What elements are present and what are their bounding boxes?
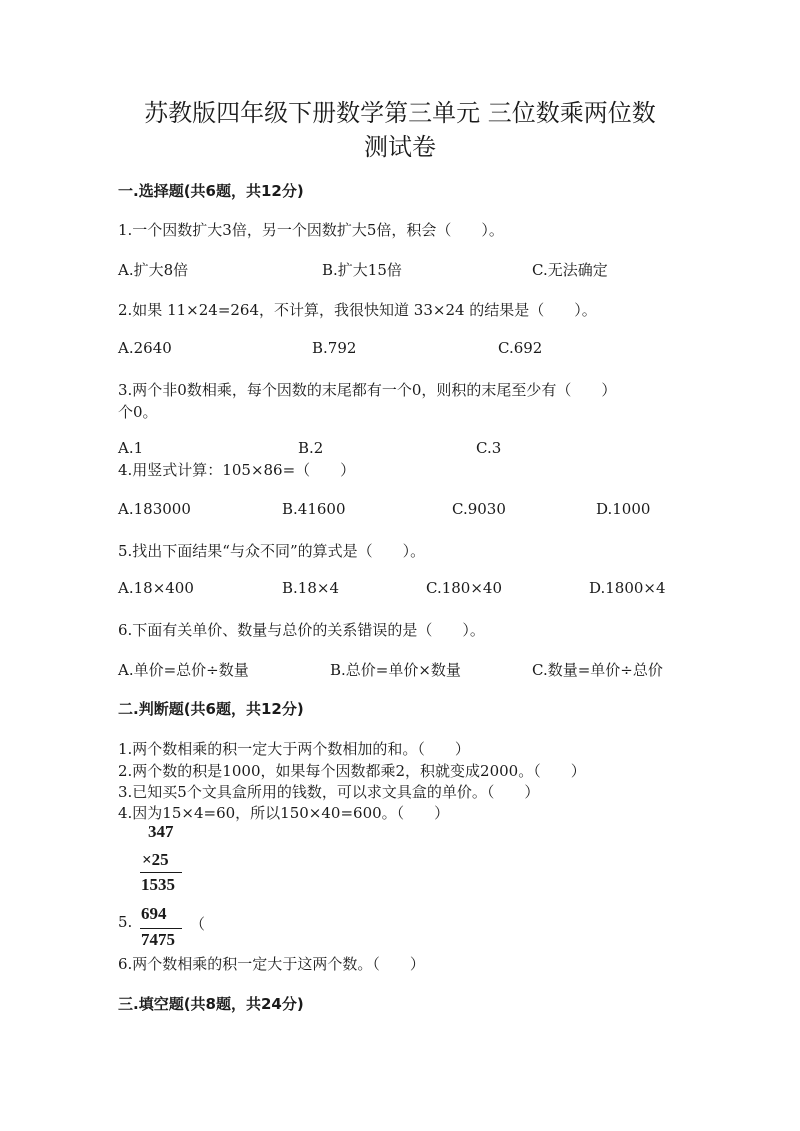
q5-option-c: C.180×40 — [426, 579, 502, 597]
calc-partial-1: 1535 — [141, 875, 175, 894]
q2-option-a: A.2640 — [118, 339, 172, 357]
calc-result: 7475 — [141, 930, 175, 949]
q5-option-b: B.18×4 — [282, 579, 339, 597]
section-heading-fill: 三.填空题(共8题，共24分) — [118, 995, 304, 1013]
section-heading-judge: 二.判断题(共6题，共12分) — [118, 700, 304, 718]
judge-item-1: 1.两个数相乘的积一定大于两个数相加的和。（ ） — [118, 740, 470, 758]
q1-option-c: C.无法确定 — [532, 261, 608, 279]
judge-item-5-paren: （ — [190, 915, 206, 933]
calc-rule-1 — [140, 872, 182, 873]
question-3: 3.两个非0数相乘，每个因数的末尾都有一个0，则积的末尾至少有（ ） — [118, 381, 617, 399]
q6-option-a: A.单价=总价÷数量 — [118, 661, 249, 679]
q2-option-c: C.692 — [498, 339, 543, 357]
q4-option-a: A.183000 — [118, 500, 191, 518]
q6-option-b: B.总价=单价×数量 — [330, 661, 461, 679]
question-2: 2.如果 11×24=264，不计算，我很快知道 33×24 的结果是（ ）。 — [118, 301, 597, 319]
q3-option-b: B.2 — [298, 439, 324, 457]
q3-option-c: C.3 — [476, 439, 502, 457]
judge-item-6: 6.两个数相乘的积一定大于这两个数。（ ） — [118, 955, 425, 973]
q4-option-c: C.9030 — [452, 500, 506, 518]
q5-option-a: A.18×400 — [118, 579, 194, 597]
q6-option-c: C.数量=单价÷总价 — [532, 661, 663, 679]
calc-multiplicand: 347 — [148, 822, 174, 841]
calc-multiplier: ×25 — [142, 850, 169, 869]
judge-item-2: 2.两个数的积是1000，如果每个因数都乘2，积就变成2000。（ ） — [118, 762, 586, 780]
judge-item-4: 4.因为15×4=60，所以150×40=600。（ ） — [118, 804, 450, 822]
page-title-line2: 测试卷 — [364, 133, 436, 161]
question-5: 5.找出下面结果“与众不同”的算式是（ ）。 — [118, 542, 426, 560]
question-3-cont: 个0。 — [118, 403, 158, 421]
q5-option-d: D.1800×4 — [589, 579, 666, 597]
question-6: 6.下面有关单价、数量与总价的关系错误的是（ ）。 — [118, 621, 485, 639]
q1-option-b: B.扩大15倍 — [322, 261, 402, 279]
q3-option-a: A.1 — [118, 439, 144, 457]
judge-item-5-label: 5. — [118, 913, 133, 931]
question-1: 1.一个因数扩大3倍，另一个因数扩大5倍，积会（ ）。 — [118, 221, 504, 239]
q4-option-b: B.41600 — [282, 500, 346, 518]
q2-option-b: B.792 — [312, 339, 357, 357]
q4-option-d: D.1000 — [596, 500, 651, 518]
question-4: 4.用竖式计算：105×86=（ ） — [118, 461, 356, 479]
page-title: 苏教版四年级下册数学第三单元 三位数乘两位数 — [144, 99, 656, 127]
judge-item-3: 3.已知买5个文具盒所用的钱数，可以求文具盒的单价。（ ） — [118, 783, 540, 801]
calc-partial-2: 694 — [141, 904, 167, 923]
q1-option-a: A.扩大8倍 — [118, 261, 189, 279]
section-heading-choice: 一.选择题(共6题，共12分) — [118, 182, 304, 200]
